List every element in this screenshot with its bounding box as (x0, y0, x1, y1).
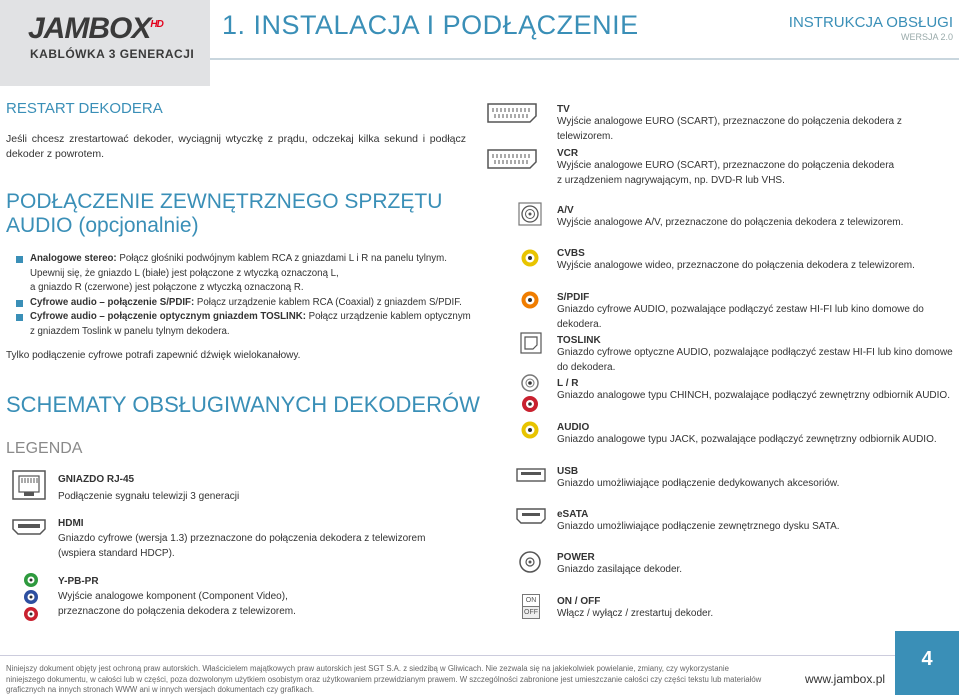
restart-text: Jeśli chcesz zrestartować dekoder, wyciągnij wtyczkę z prądu, odczekaj kilka sekund i podłącz dekoder z powrotem. (6, 133, 466, 160)
hdmi-icon (12, 518, 46, 536)
right-item-toslink: TOSLINK Gniazdo cyfrowe optyczne AUDIO, pozwalające podłączyć zestaw HI-FI lub kino domowe do dekodera. (557, 335, 953, 373)
brand-logo: $JAMBOX^{HD}$ (28, 12, 163, 45)
right-item-av: A/V Wyjście analogowe A/V, przeznaczone do połączenia dekodera z telewizorem. (557, 205, 904, 228)
footer-url-link[interactable]: www.jambox.pl (805, 672, 886, 686)
right-item-usb: USB Gniazdo umożliwiające podłączenie dedykowanych akcesoriów. (557, 466, 840, 489)
scart-vcr-icon (486, 148, 538, 170)
footer-divider (0, 655, 959, 656)
cvbs-icon (520, 248, 540, 268)
toslink-icon (520, 332, 542, 354)
audio-jack-icon (520, 420, 540, 440)
page-number: 4 (921, 648, 933, 670)
header-divider (210, 58, 959, 60)
list-item-cont: z gniazdem Toslink w panelu tylnym dekodera. (30, 325, 230, 337)
scart-tv-icon (486, 102, 538, 124)
right-item-vcr: VCR Wyjście analogowe EURO (SCART), przeznaczone do połączenia dekodera z urządzeniem nagrywającym, np. DVD-R lub VHS. (557, 148, 895, 186)
right-item-lr: L / R Gniazdo analogowe typu CHINCH, pozwalające podłączyć zewnętrzny odbiornik AUDIO. (557, 378, 950, 401)
list-item: Cyfrowe audio – połączenie S/PDIF: Połącz urządzenie kablem RCA (Coaxial) z gniazdem S/PDIF. (16, 296, 476, 311)
audio-heading: PODŁĄCZENIE ZEWNĘTRZNEGO SPRZĘTU AUDIO (opcjonalnie) (6, 190, 443, 237)
rj45-icon (12, 470, 46, 500)
power-socket-icon (518, 550, 542, 574)
digital-note: Tylko podłączenie cyfrowe potrafi zapewnić dźwięk wielokanałowy. (6, 350, 301, 361)
schematics-heading: SCHEMATY OBSŁUGIWANYCH DEKODERÓW (6, 392, 480, 417)
right-item-cvbs: CVBS Wyjście analogowe wideo, przeznaczone do połączenia dekodera z telewizorem. (557, 248, 915, 271)
audio-bullet-list (16, 252, 476, 339)
legend-ypbpr: Y-PB-PR Wyjście analogowe komponent (Component Video), przeznaczone do połączenia dekodera z telewizorem. (58, 576, 296, 617)
copyright-notice: Niniejszy dokument objęty jest ochroną praw autorskich. Właścicielem majątkowych praw autorskich jest SGT S.A. z siedzibą w Gliwicach. Nie zezwala się na jakiekolwiek powielanie, zmiany, czy wykorzystanie niniejszego dokumentu, w całości lub w części, poza dozwolonym użytkiem osobistym oraz użytkowaniem przewidzianym prawem. W szczególności zabronione jest umieszczanie całości czy części tekstu lub materiałów graficznych na innych stronach WWW ani w innych wersjach dokumentach czy grafikach. (6, 664, 762, 694)
right-item-tv: TV Wyjście analogowe EURO (SCART), przeznaczone do połączenia dekodera z telewizorem. (557, 104, 902, 142)
on-off-switch-icon: ON OFF (522, 594, 540, 619)
restart-heading: RESTART DEKODERA (6, 100, 163, 117)
doc-title: INSTRUKCJA OBSŁUGI (788, 14, 953, 31)
av-jack-icon (518, 202, 542, 226)
right-item-spdif: S/PDIF Gniazdo cyfrowe AUDIO, pozwalające podłączyć zestaw HI-FI lub kino domowe do dekodera. (557, 292, 924, 330)
usb-icon (516, 468, 546, 482)
legend-heading: LEGENDA (6, 440, 83, 457)
right-item-onoff: ON / OFF Włącz / wyłącz / zrestartuj dekoder. (557, 596, 714, 619)
list-item-cont: a gniazdo R (czerwone) jest połączone z wtyczką oznaczoną R. (30, 282, 304, 293)
list-item: Cyfrowe audio – połączenie optycznym gniazdem TOSLINK: Połącz urządzenie kablem optycznym (16, 310, 476, 325)
component-video-icon (22, 572, 40, 622)
page-title: 1. INSTALACJA I PODŁĄCZENIE (222, 10, 639, 40)
right-item-audio: AUDIO Gniazdo analogowe typu JACK, pozwalające podłączyć zewnętrzny odbiornik AUDIO. (557, 422, 937, 445)
list-item-cont: Upewnij się, że gniazdo L (białe) jest połączone z wtyczką oznaczoną L, (30, 267, 339, 279)
lr-rca-icon (520, 374, 540, 414)
list-item: Analogowe stereo: Połącz głośniki podwójnym kablem RCA z gniazdami L i R na panelu tylnym. (16, 252, 476, 267)
legend-rj45: GNIAZDO RJ-45 Podłączenie sygnału telewizji 3 generacji (58, 474, 240, 502)
brand-subtitle: KABLÓWKA 3 GENERACJI (30, 47, 195, 61)
right-item-power: POWER Gniazdo zasilające dekoder. (557, 552, 683, 575)
spdif-icon (520, 290, 540, 310)
doc-version: WERSJA 2.0 (900, 32, 953, 42)
right-item-esata: eSATA Gniazdo umożliwiające podłączenie zewnętrznego dysku SATA. (557, 509, 840, 532)
esata-icon (516, 508, 546, 524)
legend-hdmi: HDMI Gniazdo cyfrowe (wersja 1.3) przeznaczone do połączenia dekodera z telewizorem (wspiera standard HDCP). (58, 518, 426, 559)
